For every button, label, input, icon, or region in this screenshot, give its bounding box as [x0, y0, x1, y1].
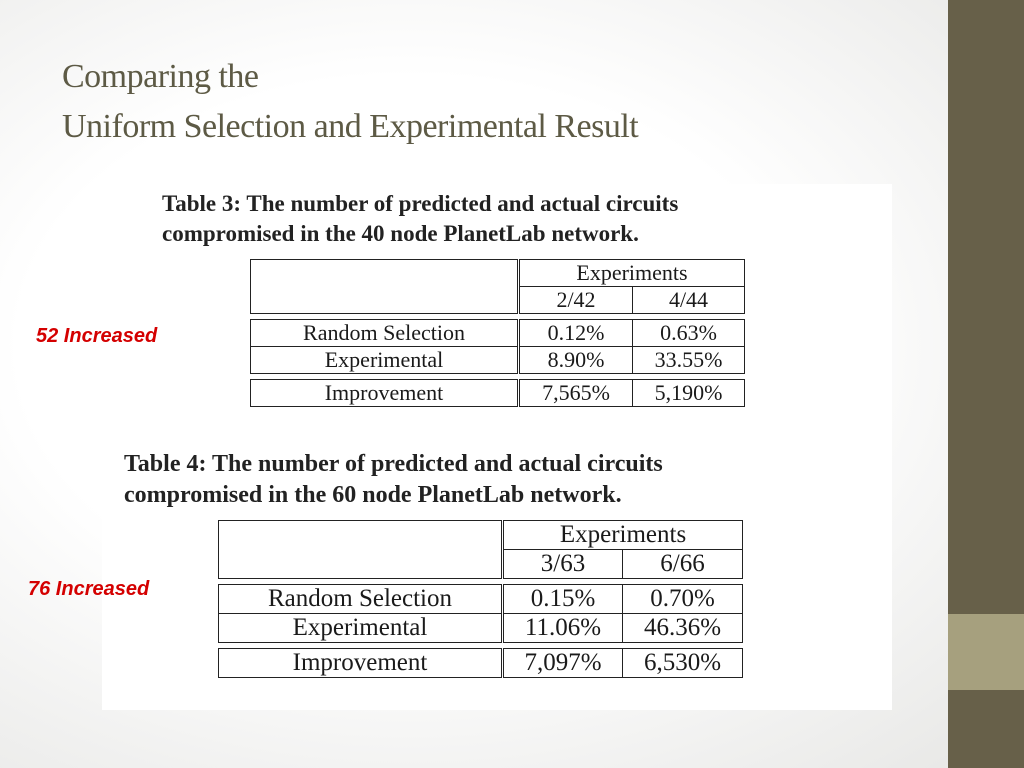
table3-column-header: 2/42: [519, 287, 633, 314]
table3-header-row: [251, 260, 745, 287]
table4-cell: 11.06%: [503, 614, 623, 643]
table4-cell: 6,530%: [623, 649, 743, 678]
table3-increase-annotation: 52 Increased: [36, 325, 158, 347]
table3-row: [251, 320, 745, 347]
table4-row-label: Improvement: [219, 649, 503, 678]
table4-cell: 46.36%: [623, 614, 743, 643]
sidebar-accent-block: [948, 614, 1024, 690]
table3-cell: 5,190%: [633, 380, 745, 407]
table3-cell: 8.90%: [519, 347, 633, 374]
slide-title-line-2: Uniform Selection and Experimental Result: [62, 108, 639, 145]
table3-caption-line-2: compromised in the 40 node PlanetLab network.: [162, 221, 639, 246]
table4-group-header: Experiments: [503, 521, 743, 550]
table3-cell: 0.12%: [519, 320, 633, 347]
table4-column-header: 6/66: [623, 550, 743, 579]
table3-caption: [162, 189, 678, 249]
table3-cell: 7,565%: [519, 380, 633, 407]
table4-row: [219, 649, 743, 678]
slide-title: [62, 52, 638, 152]
table4-caption-line-1: Table 4: The number of predicted and actual circuits: [124, 451, 663, 477]
table4-caption: [124, 449, 663, 511]
table4-row-label: Random Selection: [219, 585, 503, 614]
table3: [250, 259, 745, 407]
table3-caption-line-1: Table 3: The number of predicted and actual circuits: [162, 191, 679, 216]
table4-increase-annotation: 76 Increased: [28, 578, 150, 600]
table4-cell: 0.70%: [623, 585, 743, 614]
table4-header-row: [219, 521, 743, 550]
table4-column-header: 3/63: [503, 550, 623, 579]
table3-cell: 33.55%: [633, 347, 745, 374]
table3-row-label: Experimental: [251, 347, 519, 374]
table3-row-label: Improvement: [251, 380, 519, 407]
table3-row-label: Random Selection: [251, 320, 519, 347]
table4-caption-line-2: compromised in the 60 node PlanetLab network.: [124, 482, 622, 508]
table4-corner-cell: [219, 521, 503, 579]
table3-group-header: Experiments: [519, 260, 745, 287]
table4-row: [219, 585, 743, 614]
table3-row: [251, 380, 745, 407]
table4: [218, 520, 743, 678]
table4-row: [219, 614, 743, 643]
table3-cell: 0.63%: [633, 320, 745, 347]
table3-corner-cell: [251, 260, 519, 314]
table4-cell: 7,097%: [503, 649, 623, 678]
slide-title-line-1: Comparing the: [62, 58, 259, 95]
table4-cell: 0.15%: [503, 585, 623, 614]
table4-row-label: Experimental: [219, 614, 503, 643]
table3-column-header: 4/44: [633, 287, 745, 314]
table3-row: [251, 347, 745, 374]
